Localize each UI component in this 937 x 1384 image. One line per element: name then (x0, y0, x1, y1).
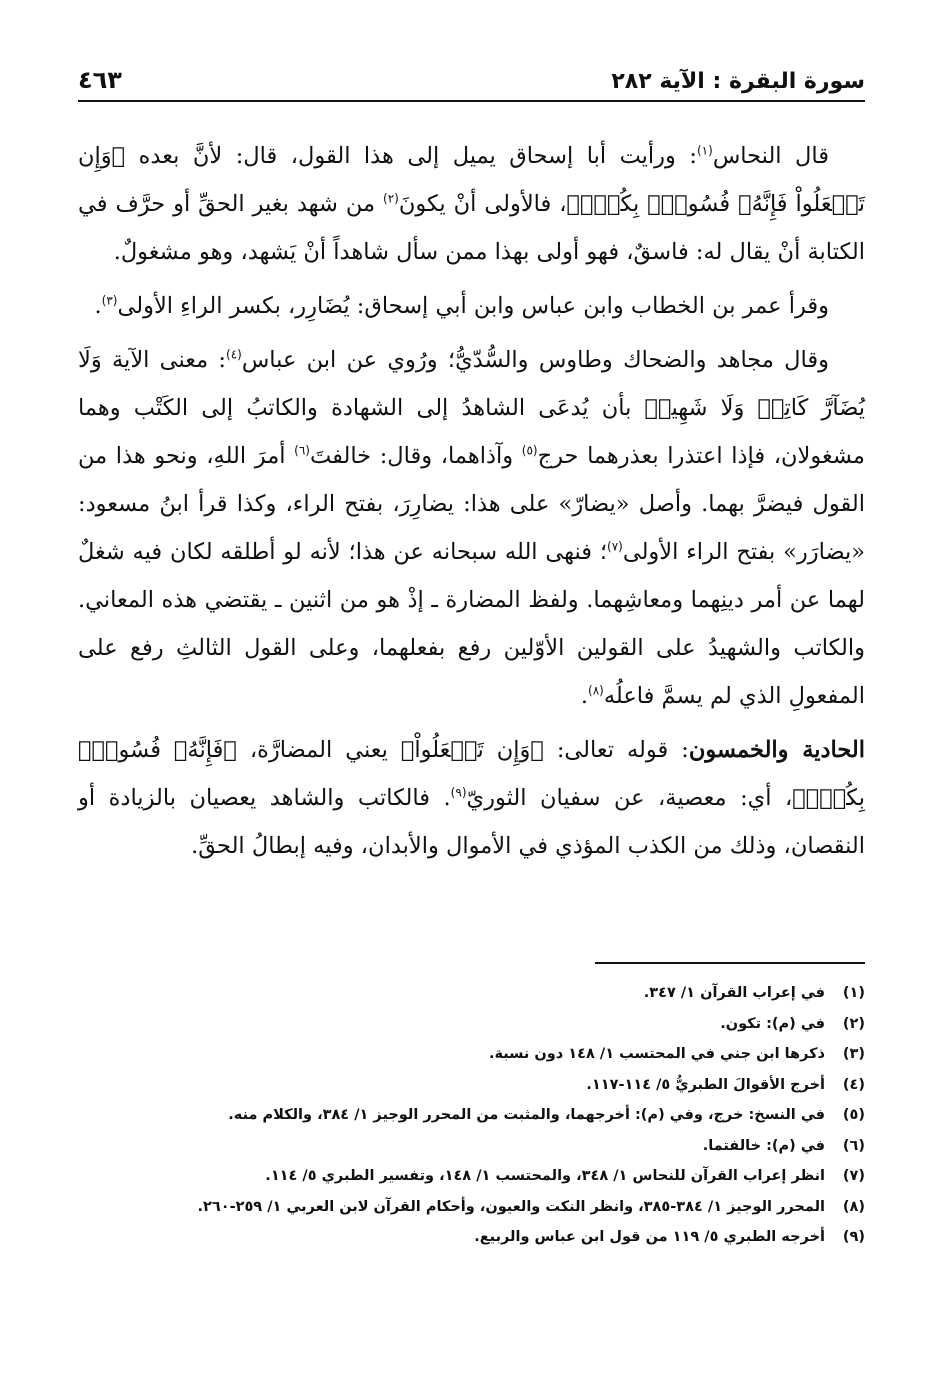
footnote-text: في إعراب القرآن ١/ ٣٤٧. (643, 985, 825, 1001)
text-run: : قوله تعالى: (543, 737, 689, 763)
text-run: من شهد بغير الحقِّ أو حرَّف في الكتابة أنْ يقال له: فاسقٌ، فهو أولى بهذا ممن سأل شاهداً أنْ يَشهد، وهو مشغولٌ. (78, 191, 865, 265)
footnote-item (78, 1222, 865, 1253)
body-paragraph (78, 132, 865, 276)
footnote-item (78, 1161, 865, 1192)
text-run: . (94, 293, 102, 319)
text-run: وقرأ عمر بن الخطاب وابن عباس وابن أبي إسحاق: يُضَارِر، بكسر الراءِ الأولى (117, 293, 829, 319)
footnote-reference: (٧) (607, 539, 623, 554)
footnote-item (78, 1039, 865, 1070)
footnote-reference: (٥) (521, 443, 538, 458)
footnote-reference: (٣) (101, 293, 118, 308)
footnote-number: (٥) (842, 1107, 865, 1123)
text-run: بأن يُدعَى الشاهدُ إلى الشهادة والكاتبُ إلى الكَتْب وهما مشغولان، فإذا اعتذرا بعذرهما حرج (78, 395, 865, 469)
footnote-number: (٧) (842, 1168, 865, 1184)
footnote-text: أخرج الأقوالَ الطبريُّ ٥/ ١١٤-١١٧. (586, 1076, 825, 1093)
footnote-text: في (م): تكون. (720, 1015, 825, 1032)
footnote-number: (٦) (842, 1137, 865, 1154)
page-header-title: سورة البقرة : الآية ٢٨٢ (611, 69, 865, 94)
quran-quote: ﴿وَإِن تَفۡعَلُواْ﴾ (400, 737, 544, 763)
footnotes (78, 978, 865, 1253)
text-run: ، فالأولى أنْ يكونَ (398, 191, 567, 217)
text-run: يعني المضارَّة، (236, 737, 401, 763)
footnote-item (78, 1009, 865, 1040)
page-number: ٤٦٣ (78, 66, 122, 94)
body-paragraph (78, 336, 865, 720)
header-rule (78, 100, 865, 102)
footnote-text: ذكرها ابن جني في المحتسب ١/ ١٤٨ دون نسبة. (488, 1046, 825, 1062)
text-run: قال النحاس (712, 143, 830, 169)
text-run: أمرَ اللهِ، ونحو هذا من القول فيضرَّ بهما. وأصل «يضارّ» على هذا: يضارِرَ، بفتح الراء، وكذا قرأ ابنُ مسعود: «يضارَر» بفتح الراء الأولى (78, 443, 866, 565)
footnote-number: (٨) (842, 1198, 865, 1215)
footnote-item (78, 1100, 865, 1131)
footnote-text: انظر إعراب القرآن للنحاس ١/ ٣٤٨، والمحتسب ١/ ١٤٨، وتفسير الطبري ٥/ ١١٤. (265, 1168, 825, 1184)
footnote-reference: (٨) (588, 683, 604, 698)
text-run: . فالكاتب والشاهد يعصيان بالزيادة أو النقصان، وذلك من الكذب المؤذي في الأموال والأبدان، وفيه إبطالُ الحقِّ. (78, 785, 865, 859)
footnote-item (78, 1192, 865, 1223)
footnote-item (78, 1131, 865, 1162)
footnote-number: (٤) (842, 1076, 865, 1093)
quran-quote: ﴿فَإِنَّهُۥ فُسُوقُۢ بِكُمۡۗ﴾ (78, 737, 865, 811)
text-run: ؛ فنهى الله سبحانه عن هذا؛ لأنه لو أطلقه لكان فيه شغلٌ لهما عن أمر دينِهما ومعاشِهما. ولفظ المضارة ـ إذْ هو من اثنين ـ يقتضي هذه المعاني. والكاتب والشهيدُ على القولين الأوّلين رفع بفعلهما، وعلى القول الثالثِ رفع على المفعولِ الذي لم يسمَّ فاعلُه (78, 539, 865, 709)
body-paragraph (78, 726, 865, 870)
book-page (78, 0, 865, 1384)
footnote-reference: (٩) (450, 785, 467, 800)
footnote-number: (٩) (842, 1229, 865, 1245)
footnote-text: في النسخ: خرج، وفي (م): أخرجهما، والمثبت من المحرر الوجيز ١/ ٣٨٤، والكلام منه. (228, 1107, 825, 1123)
footnote-number: (١) (842, 985, 865, 1001)
footnote-text: في (م): خالفتما. (702, 1137, 825, 1154)
footnote-reference: (٤) (226, 347, 242, 362)
quran-quote: وَلَا يُضَآرَّ كَاتِبٞ وَلَا شَهِيدٞ (78, 347, 865, 421)
footnote-reference: (١) (696, 143, 713, 158)
footnote-number: (٢) (842, 1015, 865, 1032)
footnote-number: (٣) (842, 1046, 865, 1062)
text-run: . (580, 683, 589, 709)
section-heading: الحادية والخمسون (688, 737, 866, 763)
body-paragraph (78, 282, 865, 330)
footnote-reference: (٢) (383, 191, 399, 206)
footnote-text: المحرر الوجيز ١/ ٣٨٤-٣٨٥، وانظر النكت والعيون، وأحكام القرآن لابن العربي ١/ ٢٥٩-٢٦٠. (197, 1198, 825, 1215)
footnote-reference: (٦) (294, 443, 310, 458)
text-run: : معنى الآية (101, 347, 227, 373)
footnote-item (78, 1070, 865, 1101)
text-run: ، أي: معصية، عن سفيان الثوريّ (466, 785, 793, 811)
footnote-separator (595, 962, 865, 964)
quran-quote: ﴿وَإِن تَفۡعَلُواْ فَإِنَّهُۥ فُسُوقُۢ بِكُمۡۗ﴾ (78, 143, 865, 217)
text-run: وآذاهما، وقال: خالفتَ (309, 443, 522, 469)
footnote-item (78, 978, 865, 1009)
text-run: وقال مجاهد والضحاك وطاوس والسُّدّيُّ؛ ورُوي عن ابن عباس (241, 347, 829, 373)
footnote-text: أخرجه الطبري ٥/ ١١٩ من قول ابن عباس والربيع. (474, 1229, 825, 1245)
text-run: : ورأيت أبا إسحاق يميل إلى هذا القول، قال: لأنَّ بعده (125, 143, 697, 169)
main-text (78, 132, 865, 876)
running-header (78, 58, 865, 94)
